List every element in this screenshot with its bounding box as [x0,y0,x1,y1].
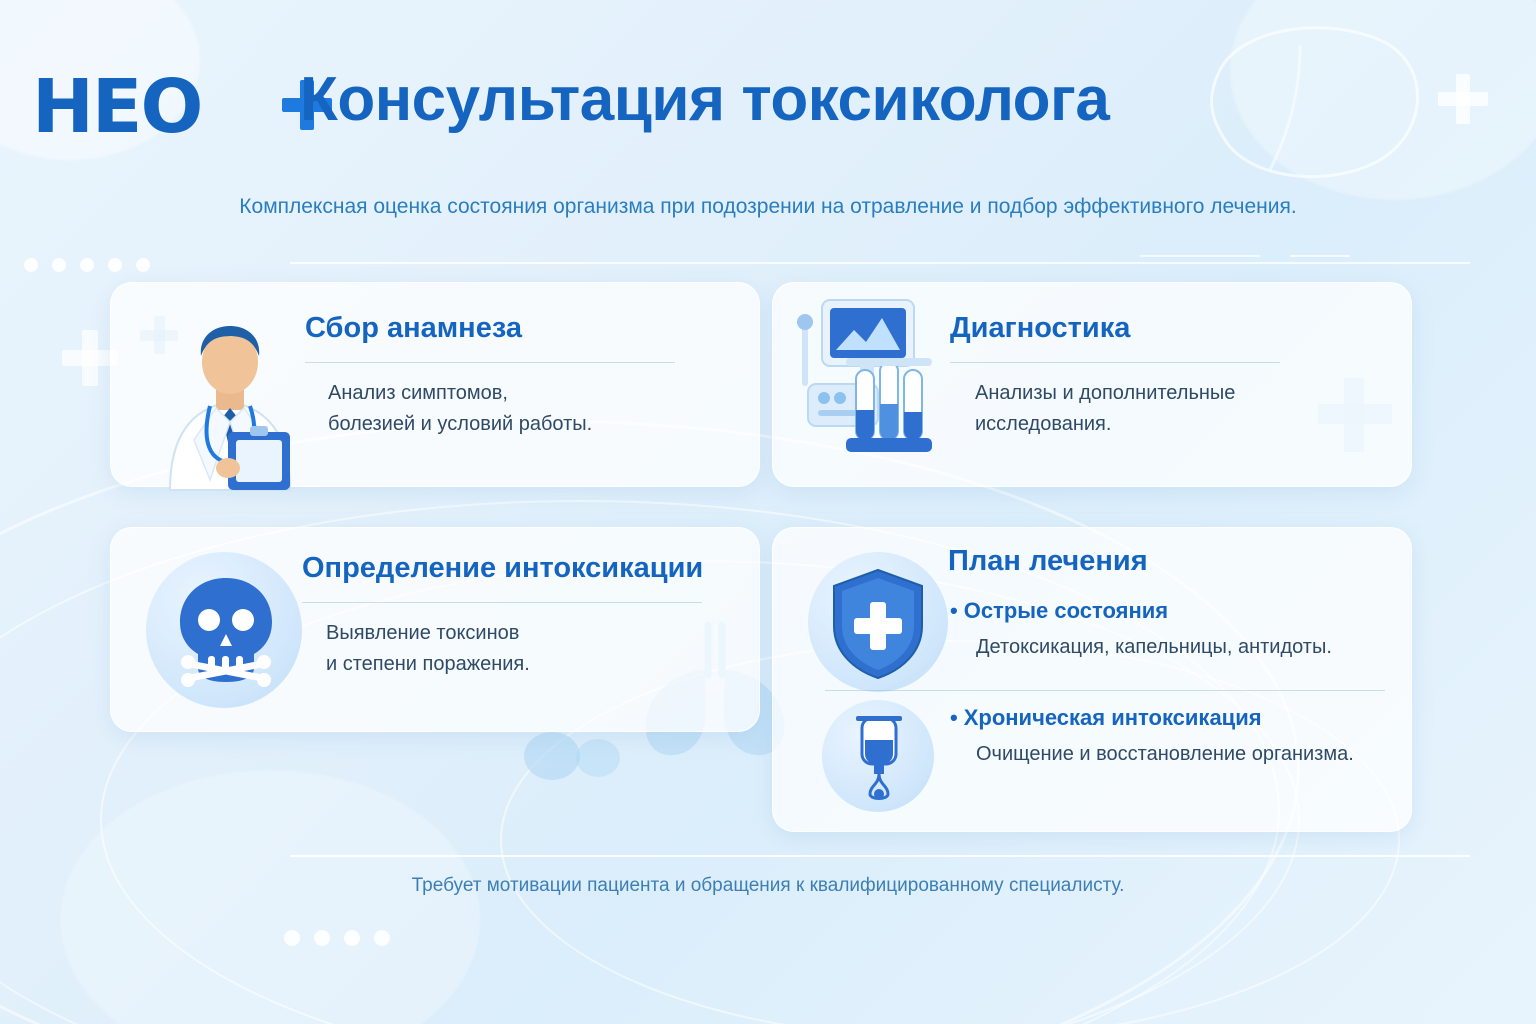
card-body-line: и степени поражения. [326,653,530,675]
card-divider [825,690,1385,691]
card-title-intoxication: Определение интоксикации [302,552,704,584]
card-title-anamnesis: Сбор анамнеза [305,312,522,344]
card-body-intoxication [326,618,726,680]
shield-cross-icon [826,566,930,682]
plan-item-title [950,705,1410,731]
card-body-line: Анализ симптомов, [328,382,508,404]
dot-row [24,258,150,272]
card-body-line: исследования. [975,413,1112,435]
card-body-line: Выявление токсинов [326,622,520,644]
plan-item-description: Детоксикация, капельницы, антидоты. [976,636,1332,658]
card-title-treatment-plan: План лечения [948,545,1148,577]
footer-divider [290,855,1470,857]
card-body-diagnostics [975,378,1375,440]
logo[interactable] [32,62,282,152]
card-title-diagnostics: Диагностика [950,312,1131,344]
header [0,0,1536,250]
card-divider [305,362,675,363]
decor-line [1290,255,1350,257]
page-subtitle: Комплексная оценка состояния организма при подозрении на отравление и подбор эффективного лечения. [239,195,1297,218]
lab-test-tubes-icon [790,292,960,467]
card-divider [950,362,1280,363]
plan-item-acute[interactable] [950,598,1410,659]
logo-text: HEO [32,64,202,150]
skull-poison-icon [168,572,284,688]
plan-item-label: Хроническая интоксикация [963,705,1262,730]
decor-line [1140,255,1260,257]
card-body-line: болезией и условий работы. [328,413,593,435]
plan-item-description: Очищение и восстановление организма. [976,743,1354,765]
card-body-anamnesis [328,378,728,440]
card-divider [302,602,702,603]
card-body-line: Анализы и дополнительные [975,382,1236,404]
bullet-icon: • [950,705,958,730]
iv-drip-icon [846,714,912,804]
bullet-icon: • [950,598,958,623]
plan-item-chronic[interactable] [950,705,1410,766]
header-divider [290,262,1470,264]
doctor-with-clipboard-icon [150,290,310,505]
footer-note: Требует мотивации пациента и обращения к квалифицированному специалисту. [411,875,1125,896]
blob-shape [60,770,480,1024]
dot-row [284,930,390,946]
plan-item-label: Острые состояния [963,598,1169,623]
plan-item-title [950,598,1410,624]
page-title: Консультация токсиколога [300,65,1110,134]
